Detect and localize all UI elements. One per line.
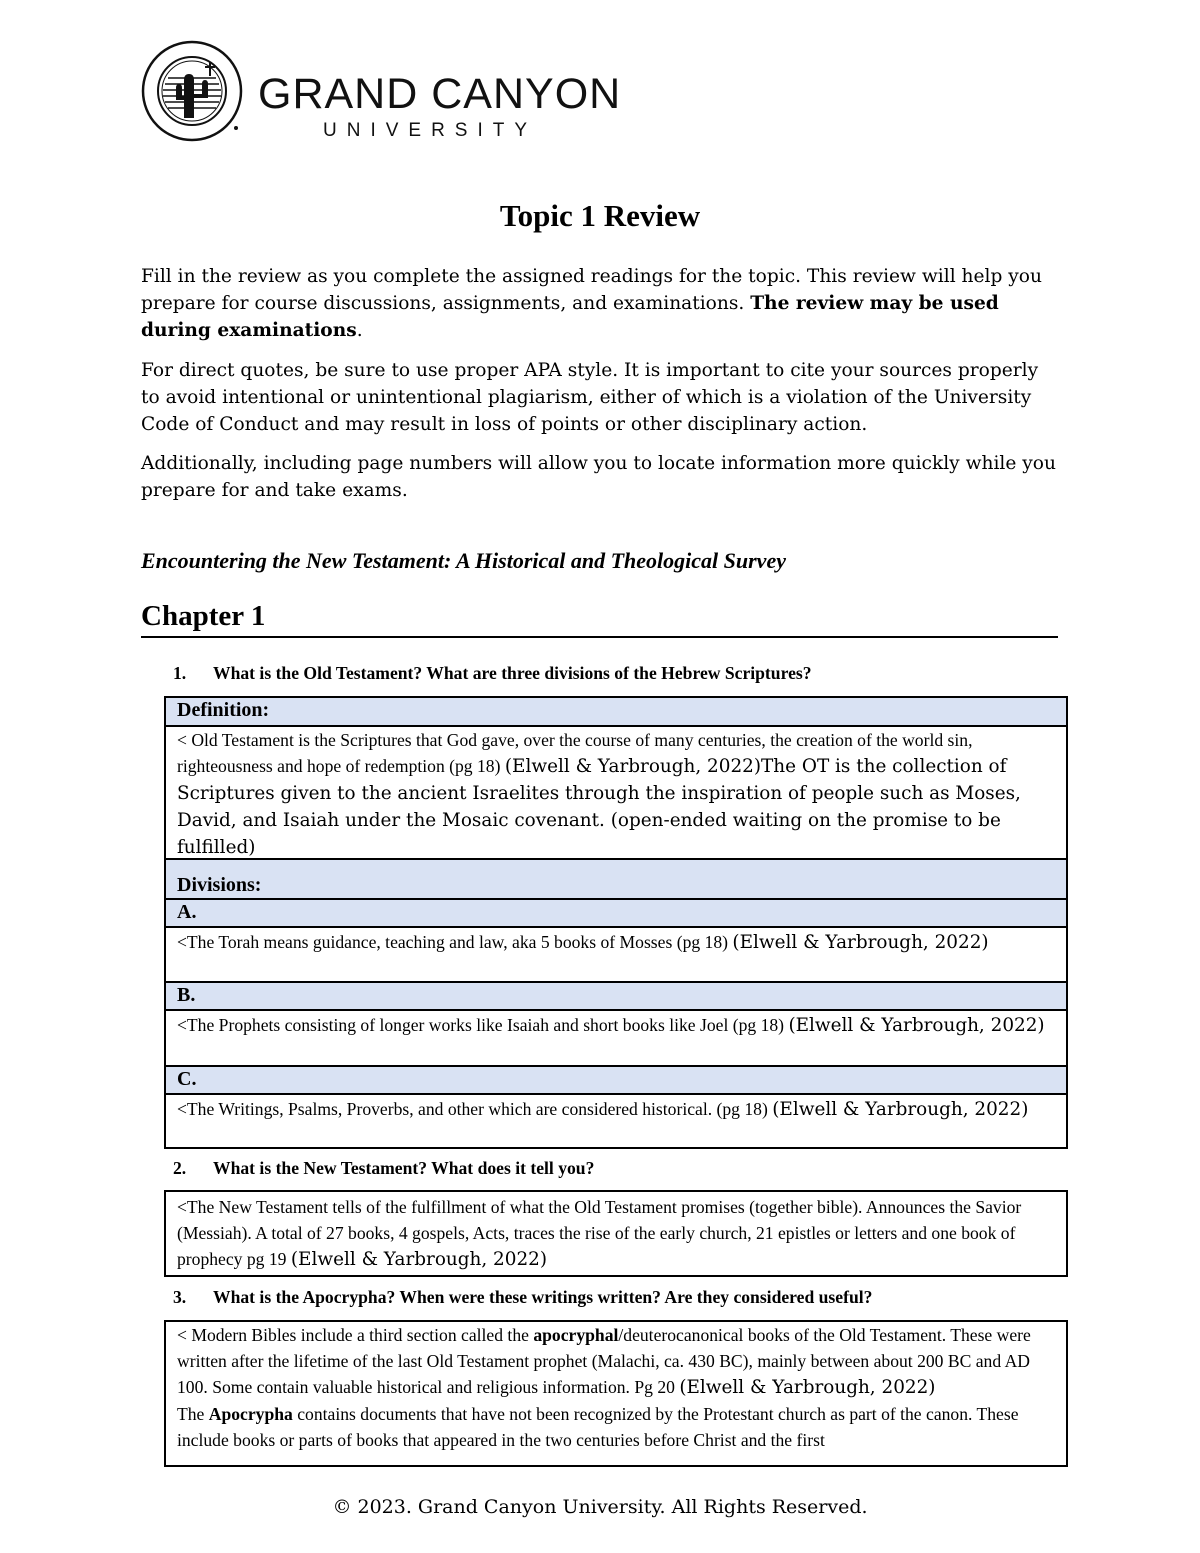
question-number: 1. <box>173 663 187 683</box>
logo-wordmark-line2: UNIVERSITY <box>323 120 538 141</box>
question-text: What is the Apocrypha? When were these writings written? Are they considered useful? <box>213 1287 873 1307</box>
chapter-heading: Chapter 1 <box>141 600 1058 638</box>
q3-text-d: contains documents that have not been recognized by the Protestant church as part of the canon. These include books or parts of books that appeared in the two centuries before Christ and the first <box>177 1404 1019 1450</box>
q3-answer[interactable] <box>166 1322 1066 1453</box>
intro-paragraph-1 <box>141 263 1061 344</box>
q3-bold-a: apocryphal <box>533 1325 619 1345</box>
definition-cite: (Elwell & Yarbrough, 2022)The OT is the collection of Scriptures given to the ancient Israelites through the inspiration of people such as Moses, David, and Isaiah under the Mosaic covenant. (open-ended waiting on the promise to be fulfilled) <box>177 756 1021 858</box>
question-text: What is the Old Testament? What are three divisions of the Hebrew Scriptures? <box>213 663 812 683</box>
intro-p1-text: Fill in the review as you complete the assigned readings for the topic. This review will help you prepare for course discussions, assignments, and examinations. <box>141 266 1042 314</box>
answer-table-q1 <box>164 696 1068 1149</box>
division-c-cite: (Elwell & Yarbrough, 2022) <box>772 1099 1029 1120</box>
q3-bold-c: Apocrypha <box>208 1404 293 1424</box>
university-seal-icon <box>140 40 248 144</box>
division-c-text: <The Writings, Psalms, Proverbs, and other which are considered historical. (pg 18) <box>177 1099 773 1119</box>
question-number: 2. <box>173 1158 187 1178</box>
book-title: Encountering the New Testament: A Historical and Theological Survey <box>141 548 786 573</box>
division-a-label: A. <box>166 900 1066 928</box>
q2-cite: (Elwell & Yarbrough, 2022) <box>290 1249 548 1270</box>
division-c-label: C. <box>166 1067 1066 1095</box>
definition-header: Definition: <box>166 698 1066 727</box>
university-logo <box>140 40 620 150</box>
copyright-footer: © 2023. Grand Canyon University. All Rights Reserved. <box>332 1496 868 1518</box>
intro-paragraph-2: For direct quotes, be sure to use proper APA style. It is important to cite your sources properly to avoid intentional or unintentional plagiarism, either of which is a violation of the University Code of Conduct and may result in loss of points or other disciplinary action. <box>141 360 1039 435</box>
answer-table-q3 <box>164 1320 1068 1467</box>
intro-paragraph-3: Additionally, including page numbers will allow you to locate information more quickly while you prepare for and take exams. <box>141 453 1056 501</box>
q3-cite: (Elwell & Yarbrough, 2022) <box>679 1377 936 1398</box>
division-b-label: B. <box>166 983 1066 1011</box>
division-b-cite: (Elwell & Yarbrough, 2022) <box>788 1015 1045 1036</box>
q3-text-a: < Modern Bibles include a third section called the <box>177 1325 534 1345</box>
logo-wordmark-line1: GRAND CANYON <box>258 70 622 118</box>
question-3 <box>173 1287 872 1308</box>
question-number: 3. <box>173 1287 187 1307</box>
division-b-answer[interactable] <box>166 1011 1066 1067</box>
division-a-cite: (Elwell & Yarbrough, 2022) <box>732 932 989 953</box>
q2-answer[interactable] <box>166 1192 1066 1275</box>
division-a-text: <The Torah means guidance, teaching and law, aka 5 books of Mosses (pg 18) <box>177 932 733 952</box>
q3-text-c: The <box>177 1404 209 1424</box>
intro-p1-bold: The review may be used during examinations <box>141 293 999 341</box>
q3-text-b: /deuterocanonical books of the Old Testament. These were written after the lifetime of the last Old Testament prophet (Malachi, ca. 430 BC), mainly between about 200 BC and AD 100. Some contain valuable historical and religious information. Pg 20 <box>177 1325 1031 1397</box>
definition-answer[interactable] <box>166 727 1066 860</box>
page-title: Topic 1 Review <box>499 198 701 233</box>
division-c-answer[interactable] <box>166 1095 1066 1147</box>
question-text: What is the New Testament? What does it tell you? <box>213 1158 595 1178</box>
question-1 <box>173 663 812 684</box>
answer-table-q2 <box>164 1190 1068 1277</box>
definition-text: < Old Testament is the Scriptures that God gave, over the course of many centuries, the creation of the world sin, righteousness and hope of redemption (pg 18) <box>177 730 973 776</box>
q2-text: <The New Testament tells of the fulfillment of what the Old Testament promises (together bible). Announces the Savior (Messiah). A total of 27 books, 4 gospels, Acts, traces the rise of the early church, 21 epistles or letters and one book of prophecy pg 19 <box>177 1197 1022 1269</box>
division-a-answer[interactable] <box>166 928 1066 983</box>
division-b-text: <The Prophets consisting of longer works like Isaiah and short books like Joel (pg 18) <box>177 1015 789 1035</box>
divisions-header: Divisions: <box>166 860 1066 900</box>
intro-p1-end: . <box>356 320 363 341</box>
question-2 <box>173 1158 594 1179</box>
